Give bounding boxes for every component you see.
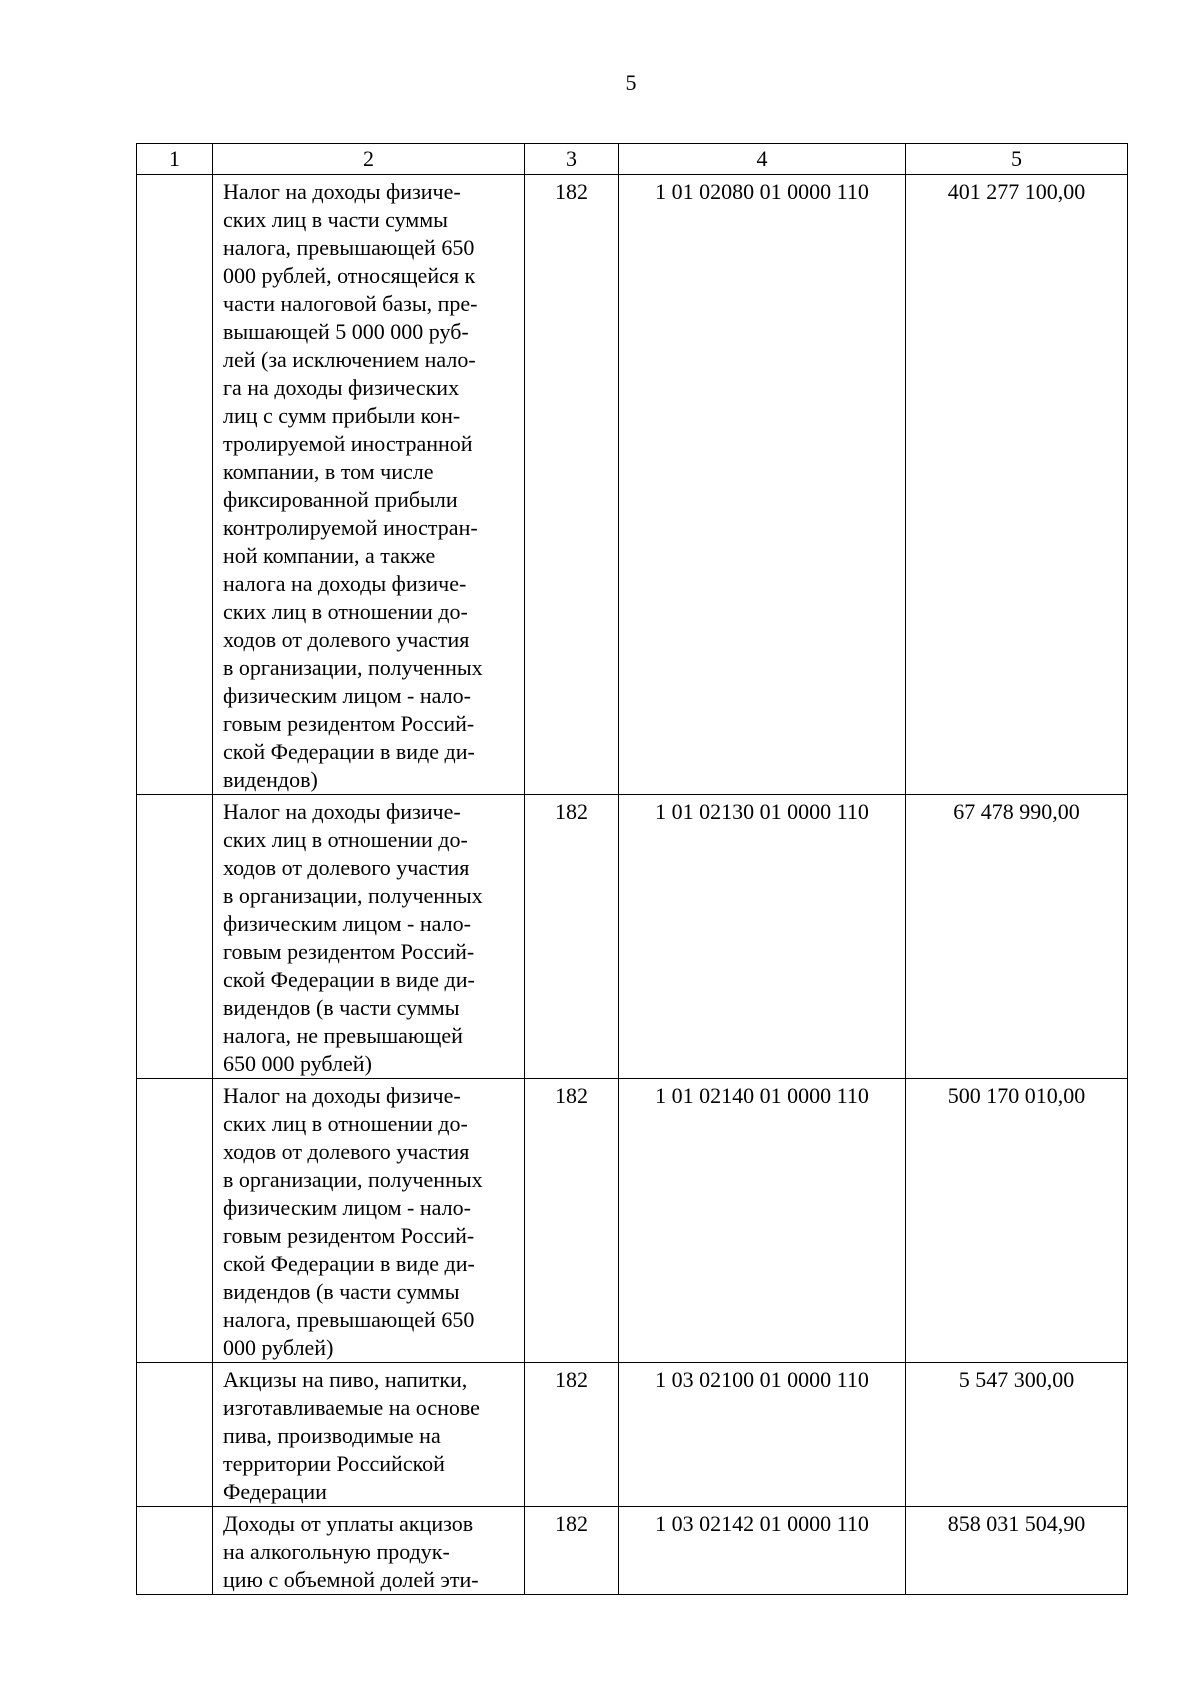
income-description-cell: Налог на доходы физиче- ских лиц в отношении до- ходов от долевого участия в организации, полученных физическим лицом - нало- говым резидентом Россий- ской Федерации в виде ди- видендов (в части суммы налога, не превышающей 650 000 рублей)	[213, 795, 525, 1079]
row-number-cell	[137, 1363, 213, 1507]
amount-cell: 500 170 010,00	[906, 1079, 1128, 1363]
amount-cell: 858 031 504,90	[906, 1507, 1128, 1595]
row-number-cell	[137, 175, 213, 795]
column-header-3: 3	[525, 144, 619, 175]
admin-code-cell: 182	[525, 795, 619, 1079]
table-header-row	[137, 144, 1128, 175]
income-description-cell: Доходы от уплаты акцизов на алкогольную продук- цию с объемной долей эти-	[213, 1507, 525, 1595]
kbk-code-cell: 1 03 02100 01 0000 110	[619, 1363, 906, 1507]
row-number-cell	[137, 795, 213, 1079]
kbk-code-cell: 1 03 02142 01 0000 110	[619, 1507, 906, 1595]
column-header-5: 5	[906, 144, 1128, 175]
kbk-code-cell: 1 01 02140 01 0000 110	[619, 1079, 906, 1363]
admin-code-cell: 182	[525, 1079, 619, 1363]
table-row	[137, 175, 1128, 795]
income-description-cell: Налог на доходы физиче- ских лиц в части суммы налога, превышающей 650 000 рублей, относящейся к части налоговой базы, пре- вышающей 5 000 000 руб- лей (за исключением нало- га на доходы физических лиц с сумм прибыли кон- тролируемой иностранной компании, в том числе фиксированной прибыли контролируемой иностран- ной компании, а также налога на доходы физиче- ских лиц в отношении до- ходов от долевого участия в организации, полученных физическим лицом - нало- говым резидентом Россий- ской Федерации в виде ди- видендов)	[213, 175, 525, 795]
kbk-code-cell: 1 01 02080 01 0000 110	[619, 175, 906, 795]
revenue-table	[136, 143, 1128, 1595]
income-description-cell: Налог на доходы физиче- ских лиц в отношении до- ходов от долевого участия в организации, полученных физическим лицом - нало- говым резидентом Россий- ской Федерации в виде ди- видендов (в части суммы налога, превышающей 650 000 рублей)	[213, 1079, 525, 1363]
column-header-1: 1	[137, 144, 213, 175]
kbk-code-cell: 1 01 02130 01 0000 110	[619, 795, 906, 1079]
column-header-4: 4	[619, 144, 906, 175]
admin-code-cell: 182	[525, 1507, 619, 1595]
amount-cell: 67 478 990,00	[906, 795, 1128, 1079]
amount-cell: 401 277 100,00	[906, 175, 1128, 795]
amount-cell: 5 547 300,00	[906, 1363, 1128, 1507]
table-row	[137, 1363, 1128, 1507]
column-header-2: 2	[213, 144, 525, 175]
table-row	[137, 1079, 1128, 1363]
table-row	[137, 1507, 1128, 1595]
row-number-cell	[137, 1079, 213, 1363]
income-description-cell: Акцизы на пиво, напитки, изготавливаемые на основе пива, производимые на территории Российской Федерации	[213, 1363, 525, 1507]
table-row	[137, 795, 1128, 1079]
page-number: 5	[625, 70, 637, 95]
admin-code-cell: 182	[525, 1363, 619, 1507]
admin-code-cell: 182	[525, 175, 619, 795]
row-number-cell	[137, 1507, 213, 1595]
